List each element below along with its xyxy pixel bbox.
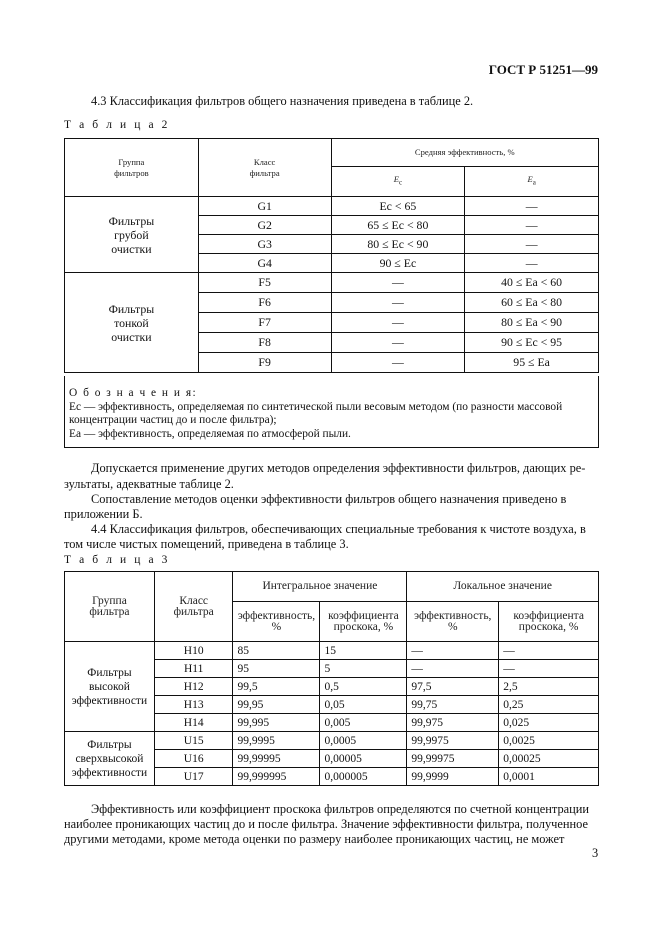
paragraph-4-line3: другими методами, кроме метода оценки по размеру наиболее проникающих частиц, не может bbox=[64, 832, 565, 846]
table-cell-ie: 99,99995 bbox=[233, 750, 320, 768]
table-cell-ea: — bbox=[465, 235, 599, 254]
table-cell-class: G2 bbox=[198, 216, 331, 235]
table3-head-coef: коэффициента проскока, % bbox=[320, 602, 407, 642]
page-number: 3 bbox=[592, 846, 599, 860]
table2-head-efficiency: Средняя эффективность, % bbox=[331, 139, 598, 167]
table-cell-ec: — bbox=[331, 313, 465, 333]
table-cell-class: F6 bbox=[198, 293, 331, 313]
table-cell-ie: 95 bbox=[233, 660, 320, 678]
table-cell-ic: 0,0005 bbox=[320, 732, 407, 750]
table-cell-class: F7 bbox=[198, 313, 331, 333]
table2-head-ec: $E_c$ bbox=[331, 167, 465, 197]
section-4-3-text: 4.3 Классификация фильтров общего назначения приведена в таблице 2. bbox=[91, 94, 474, 108]
table2-head-group: Группа фильтров bbox=[65, 139, 199, 197]
table3-head-local: Локальное значение bbox=[407, 572, 599, 602]
table-cell-lc: 0,00025 bbox=[499, 750, 599, 768]
table-cell-ec: — bbox=[331, 293, 465, 313]
table-cell-ie: 99,999995 bbox=[233, 768, 320, 786]
table-cell-ic: 0,05 bbox=[320, 696, 407, 714]
note-ec-line2: концентрации частиц до и после фильтра); bbox=[69, 414, 277, 426]
table-cell-ea: 40 ≤ Eа < 60 bbox=[465, 273, 599, 293]
table-cell-lc: 0,0025 bbox=[499, 732, 599, 750]
table-cell-class: H11 bbox=[154, 660, 233, 678]
note-ea: Eа — эффективность, определяемая по атмосферой пыли. bbox=[69, 428, 351, 440]
table3-group-ultra: Фильтры сверхвысокой эффективности bbox=[65, 732, 155, 786]
table-cell-ic: 0,5 bbox=[320, 678, 407, 696]
table-cell-ea: — bbox=[465, 254, 599, 273]
table3-head-group: Группа фильтра bbox=[65, 572, 155, 642]
table3-head-class: Класс фильтра bbox=[154, 572, 233, 642]
table-cell-lc: 2,5 bbox=[499, 678, 599, 696]
table-cell-class: U17 bbox=[154, 768, 233, 786]
table-cell-ie: 99,9995 bbox=[233, 732, 320, 750]
table-cell-class: U15 bbox=[154, 732, 233, 750]
table-cell-ec: — bbox=[331, 333, 465, 353]
table2-notes bbox=[64, 376, 599, 448]
table3-head-eff: эффективность, % bbox=[233, 602, 320, 642]
table-cell-class: F5 bbox=[198, 273, 331, 293]
table3-head-eff-local: эффективность, % bbox=[407, 602, 499, 642]
table-cell-ec: 90 ≤ Eс bbox=[331, 254, 465, 273]
table-cell-ec: — bbox=[331, 353, 465, 373]
table-cell-ea: 95 ≤ Eа bbox=[465, 353, 599, 373]
paragraph-4-line1: Эффективность или коэффициент проскока фильтров определяются по счетной концентрации bbox=[91, 802, 590, 816]
table-cell-class: G3 bbox=[198, 235, 331, 254]
paragraph-1-line1: Допускается применение других методов определения эффективности фильтров, дающих ре- bbox=[91, 461, 586, 475]
table-cell-le: — bbox=[407, 660, 499, 678]
table-cell-ec: — bbox=[331, 273, 465, 293]
table-cell-class: U16 bbox=[154, 750, 233, 768]
table-cell-ec: 65 ≤ Eс < 80 bbox=[331, 216, 465, 235]
table2-head-class: Класс фильтра bbox=[198, 139, 331, 197]
table-cell-ic: 15 bbox=[320, 642, 407, 660]
table3 bbox=[64, 571, 599, 786]
section-4-4-line2: том числе чистых помещений, приведена в таблице 3. bbox=[64, 537, 349, 551]
table-cell-le: 99,99975 bbox=[407, 750, 499, 768]
table-cell-ie: 85 bbox=[233, 642, 320, 660]
table-cell-class: F9 bbox=[198, 353, 331, 373]
table-cell-le: 99,75 bbox=[407, 696, 499, 714]
table-cell-ea: 60 ≤ Eа < 80 bbox=[465, 293, 599, 313]
section-4-4-line1: 4.4 Классификация фильтров, обеспечивающих специальные требования к чистоте воздуха, в bbox=[91, 522, 586, 536]
table-cell-le: 99,975 bbox=[407, 714, 499, 732]
table-cell-lc: 0,025 bbox=[499, 714, 599, 732]
paragraph-1-line2: зультаты, адекватные таблице 2. bbox=[64, 477, 234, 491]
table-cell-ic: 0,00005 bbox=[320, 750, 407, 768]
table-cell-class: G4 bbox=[198, 254, 331, 273]
table2-caption: Т а б л и ц а 2 bbox=[64, 119, 171, 131]
table-cell-class: H13 bbox=[154, 696, 233, 714]
table-cell-class: G1 bbox=[198, 197, 331, 216]
notes-title: О б о з н а ч е н и я: bbox=[69, 387, 198, 399]
table-cell-lc: 0,25 bbox=[499, 696, 599, 714]
table-cell-ea: — bbox=[465, 216, 599, 235]
table-cell-ec: Eс < 65 bbox=[331, 197, 465, 216]
table2-group-coarse: Фильтры грубой очистки bbox=[65, 197, 199, 273]
paragraph-2-line1: Сопоставление методов оценки эффективности фильтров общего назначения приведено в bbox=[91, 492, 567, 506]
table3-head-integral: Интегральное значение bbox=[233, 572, 407, 602]
table-cell-ea: — bbox=[465, 197, 599, 216]
table-cell-ie: 99,995 bbox=[233, 714, 320, 732]
table-cell-lc: — bbox=[499, 660, 599, 678]
table-cell-le: 99,9999 bbox=[407, 768, 499, 786]
paragraph-2-line2: приложении Б. bbox=[64, 507, 143, 521]
document-header: ГОСТ Р 51251—99 bbox=[488, 62, 598, 77]
table-cell-class: H10 bbox=[154, 642, 233, 660]
table-cell-ie: 99,5 bbox=[233, 678, 320, 696]
table-cell-class: H12 bbox=[154, 678, 233, 696]
table2-group-fine: Фильтры тонкой очистки bbox=[65, 273, 199, 373]
note-ec-line1: Eс — эффективность, определяемая по синтетической пыли весовым методом (по разности массовой bbox=[69, 401, 563, 413]
table3-caption: Т а б л и ц а 3 bbox=[64, 554, 171, 566]
table-cell-ic: 0,005 bbox=[320, 714, 407, 732]
table2 bbox=[64, 138, 599, 373]
table-cell-class: F8 bbox=[198, 333, 331, 353]
table-cell-lc: 0,0001 bbox=[499, 768, 599, 786]
table-cell-class: H14 bbox=[154, 714, 233, 732]
table2-head-ea: $E_a$ bbox=[465, 167, 599, 197]
table-cell-le: 99,9975 bbox=[407, 732, 499, 750]
table-cell-le: — bbox=[407, 642, 499, 660]
paragraph-4-line2: наиболее проникающих частиц до и после фильтра. Значение эффективности фильтра, полученное bbox=[64, 817, 588, 831]
table-cell-ic: 0,000005 bbox=[320, 768, 407, 786]
table-cell-ea: 80 ≤ Eа < 90 bbox=[465, 313, 599, 333]
table-cell-ec: 80 ≤ Eс < 90 bbox=[331, 235, 465, 254]
table-cell-ea: 90 ≤ Eс < 95 bbox=[465, 333, 599, 353]
table-cell-ie: 99,95 bbox=[233, 696, 320, 714]
table3-group-high: Фильтры высокой эффективности bbox=[65, 642, 155, 732]
table-cell-lc: — bbox=[499, 642, 599, 660]
table-cell-le: 97,5 bbox=[407, 678, 499, 696]
table3-head-coef-local: коэффициента проскока, % bbox=[499, 602, 599, 642]
table-cell-ic: 5 bbox=[320, 660, 407, 678]
